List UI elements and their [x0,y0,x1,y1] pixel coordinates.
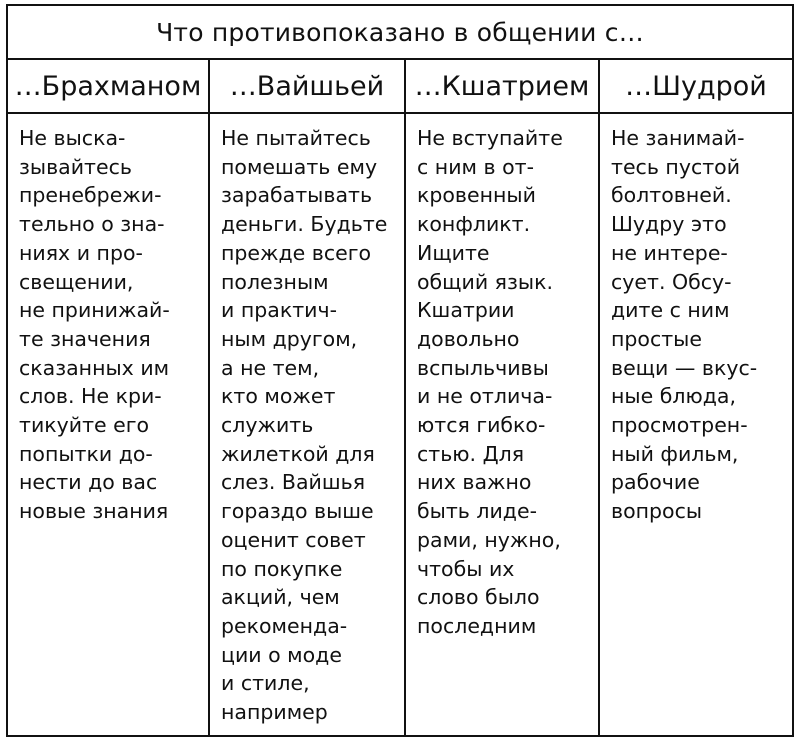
text-line: слез. Вайшья [221,470,366,495]
text-line: вещи — вкус- [611,355,758,380]
content-row [7,113,793,736]
text-line: слов. Не кри- [19,384,162,409]
column-header-brahman: …Брахманом [7,59,209,113]
text-line: рекоменда- [221,613,348,638]
text-line: деньги. Будьте [221,212,388,237]
text-line: тикуйте его [19,413,150,438]
text-line: болтовней. [611,183,732,208]
text-line: те значения [19,326,151,351]
text-line: ные блюда, [611,384,736,409]
text-line: помешать ему [221,154,378,179]
text-line: зывайтесь [19,154,132,179]
text-line: Шудру это [611,212,727,237]
text-line: рами, нужно, [417,527,561,552]
column-header-vaishya: …Вайшьей [209,59,405,113]
title-row [7,5,793,59]
column-text-vaishya [209,113,405,736]
text-line: не принижай- [19,298,170,323]
text-line: оценит совет [221,527,366,552]
text-line: рабочие [611,470,700,495]
text-line: полезным [221,269,329,294]
text-line: ниях и про- [19,240,143,265]
text-line: Ищите [417,240,490,265]
text-line: слово было [417,585,540,610]
text-line: и стиле, [221,671,310,696]
text-line: конфликт. [417,212,531,237]
text-line: не интере- [611,240,728,265]
text-line: них важно [417,470,532,495]
text-line: ции о моде [221,642,342,667]
column-text-kshatriya [405,113,599,736]
text-line: вопросы [611,499,703,524]
text-line: просмотрен- [611,413,748,438]
text-line: и практич- [221,298,337,323]
text-line: Не вступайте [417,126,563,150]
column-text-brahman [7,113,209,736]
text-line: быть лиде- [417,499,537,524]
text-line: а не тем, [221,355,320,380]
text-line: и не отлича- [417,384,553,409]
text-line: служить [221,413,314,438]
header-row [7,59,793,113]
column-header-shudra: …Шудрой [599,59,793,113]
text-line: простые [611,326,702,351]
text-line: Кшатрии [417,298,515,323]
text-line: например [221,700,328,725]
text-line: стью. Для [417,441,525,466]
text-line: кто может [221,384,336,409]
text-line: дите с ним [611,298,730,323]
text-line: кровенный [417,183,536,208]
column-header-kshatriya: …Кшатрием [405,59,599,113]
text-line: по покупке [221,556,343,581]
text-line: тесь пустой [611,154,741,179]
text-line: общий язык. [417,269,553,294]
text-line: акций, чем [221,585,340,610]
table [6,4,794,737]
text-line: жилеткой для [221,441,375,466]
text-line: зарабатывать [221,183,373,208]
text-line: чтобы их [417,556,515,581]
text-line: Не пытайтесь [221,126,371,150]
text-line: довольно [417,326,520,351]
text-line: с ним в от- [417,154,534,179]
text-line: гораздо выше [221,499,374,524]
text-line: Не выска- [19,126,126,150]
text-line: последним [417,613,537,638]
text-line: нести до вас [19,470,158,495]
table-title: Что противопоказано в общении с… [7,5,793,59]
text-line: тельно о зна- [19,212,165,237]
text-line: вспыльчивы [417,355,549,380]
text-line: свещении, [19,269,134,294]
text-line: ются гибко- [417,413,546,438]
column-text-shudra [599,113,793,736]
text-line: прежде всего [221,240,372,265]
text-line: новые знания [19,499,169,524]
text-line: пренебрежи- [19,183,162,208]
text-line: сует. Обсу- [611,269,732,294]
text-line: попытки до- [19,441,153,466]
caste-communication-table [6,4,792,737]
text-line: сказанных им [19,355,170,380]
text-line: ным другом, [221,326,358,351]
text-line: Не занимай- [611,126,745,150]
text-line: ный фильм, [611,441,739,466]
